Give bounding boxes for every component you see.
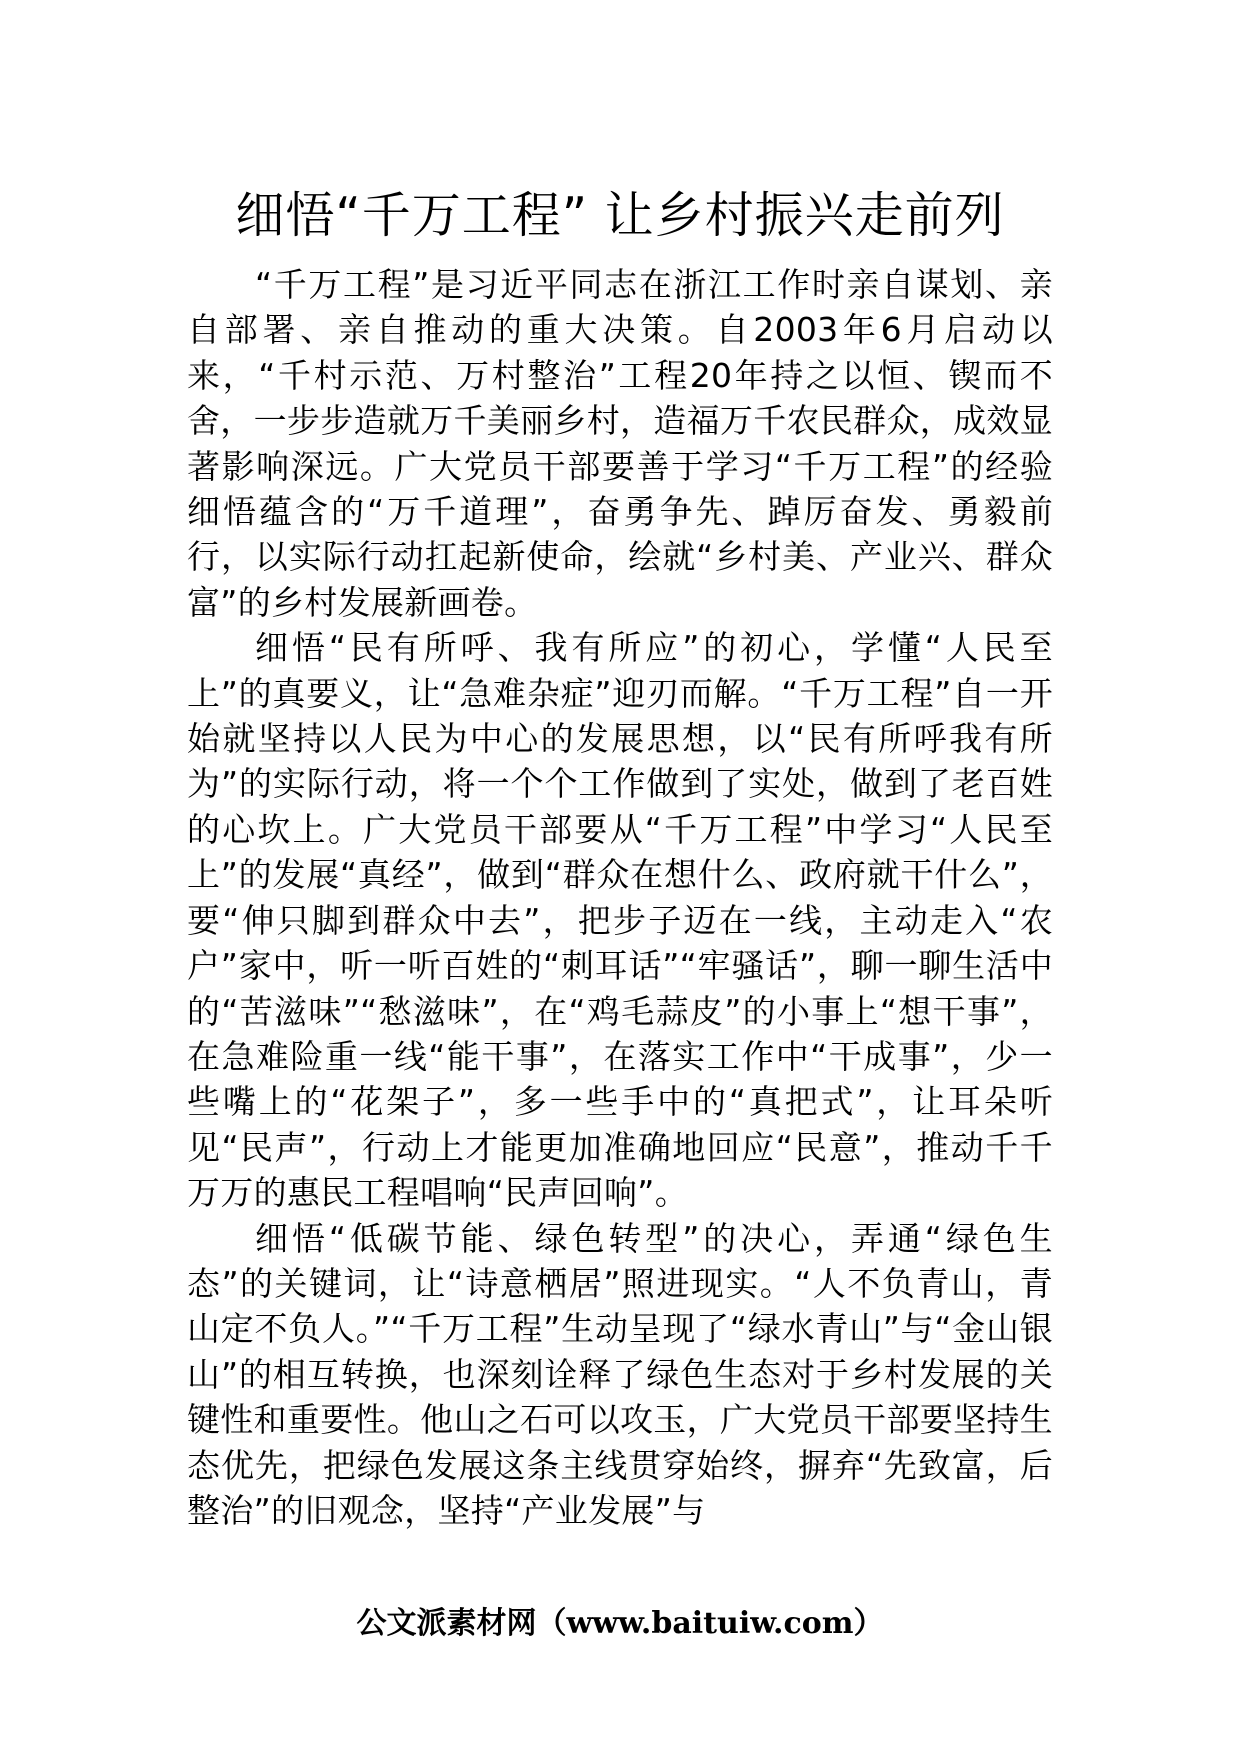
- paragraph-3: 细悟“低碳节能、绿色转型”的决心，弄通“绿色生态”的关键词，让“诗意栖居”照进现实。“人不负青山，青山定不负人。”“千万工程”生动呈现了“绿水青山”与“金山银山”的相互转换，也深刻诠释了绿色生态对于乡村发展的关键性和重要性。他山之石可以攻玉，广大党员干部要坚持生态优先，把绿色发展这条主线贯穿始终，摒弃“先致富，后整治”的旧观念，坚持“产业发展”与: [187, 1218, 1053, 1530]
- paragraph-2: 细悟“民有所呼、我有所应”的初心，学懂“人民至上”的真要义，让“急难杂症”迎刃而解。“千万工程”自一开始就坚持以人民为中心的发展思想，以“民有所呼我有所为”的实际行动，将一个个工作做到了实处，做到了老百姓的心坎上。广大党员干部要从“千万工程”中学习“人民至上”的发展“真经”，做到“群众在想什么、政府就干什么”，要“伸只脚到群众中去”，把步子迈在一线，主动走入“农户”家中，听一听百姓的“刺耳话”“牢骚话”，聊一聊生活中的“苦滋味”“愁滋味”，在“鸡毛蒜皮”的小事上“想干事”，在急难险重一线“能干事”，在落实工作中“干成事”，少一些嘴上的“花架子”，多一些手中的“真把式”，让耳朵听见“民声”，行动上才能更加准确地回应“民意”，推动千千万万的惠民工程唱响“民声回响”。: [187, 628, 1053, 1213]
- document-body: [187, 262, 1053, 1533]
- document-title: 细悟“千万工程” 让乡村振兴走前列: [235, 187, 1005, 244]
- source-footer: 公文派素材网（www.baituiw.com）: [356, 1606, 884, 1641]
- paragraph-1: “千万工程”是习近平同志在浙江工作时亲自谋划、亲自部署、亲自推动的重大决策。自2003年6月启动以来，“千村示范、万村整治”工程20年持之以恒、锲而不舍，一步步造就万千美丽乡村，造福万千农民群众，成效显著影响深远。广大党员干部要善于学习“千万工程”的经验细悟蕴含的“万千道理”，奋勇争先、踔厉奋发、勇毅前行，以实际行动扛起新使命，绘就“乡村美、产业兴、群众富”的乡村发展新画卷。: [187, 265, 1053, 622]
